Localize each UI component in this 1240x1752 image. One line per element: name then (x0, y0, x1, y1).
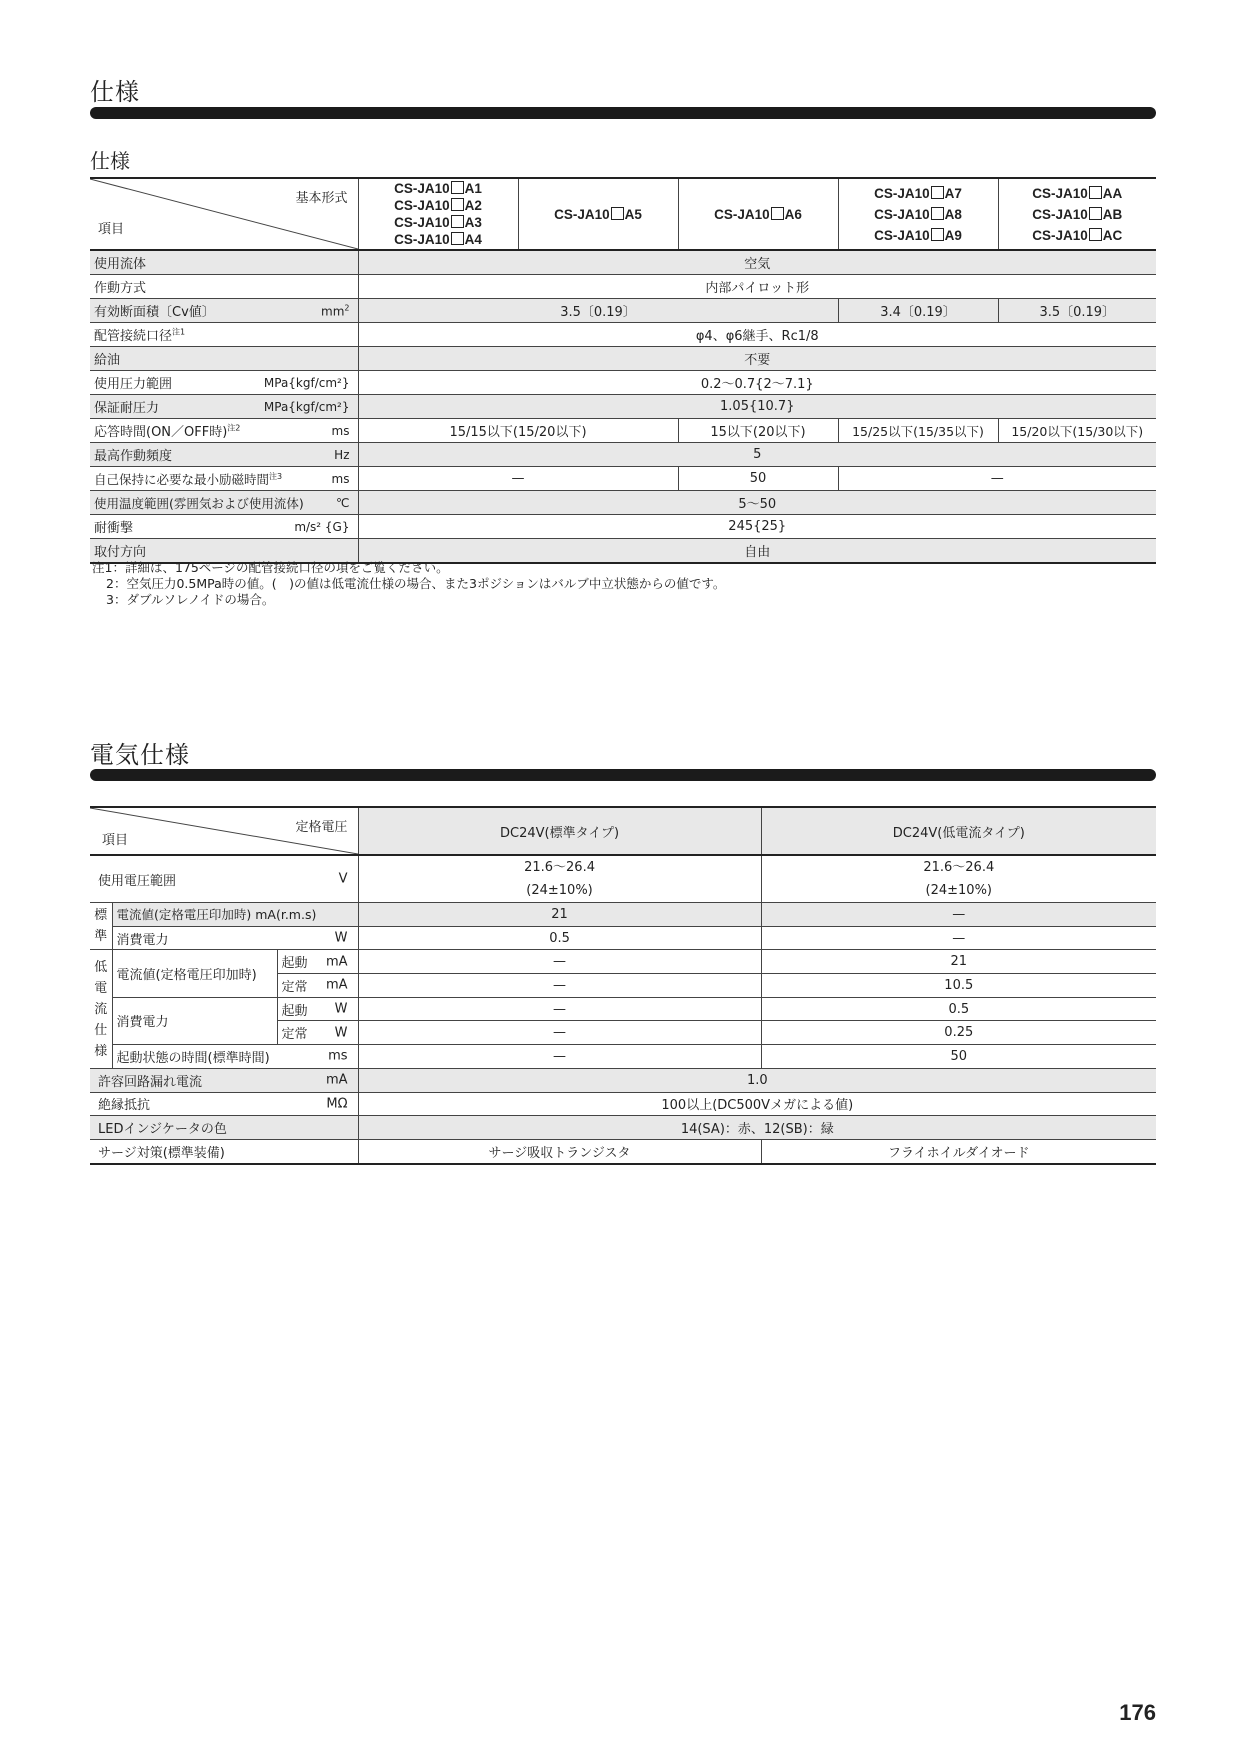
row-value: 内部パイロット形 (358, 275, 1156, 299)
sub-label: 定常 mA (277, 974, 358, 998)
model-col-2: CS-JA10 A5 (518, 178, 678, 250)
blank-square-icon (1089, 228, 1102, 241)
elec-row-std-current (90, 903, 1156, 927)
corner-model-label: 基本形式 (295, 190, 348, 205)
row-label: 使用流体 (90, 250, 358, 275)
spec-row-port (90, 323, 1156, 347)
model-col-5: CS-JA10 AA CS-JA10 AB CS-JA10 AC (998, 178, 1156, 250)
electrical-title: 電気仕様 (90, 741, 190, 769)
spec-corner-cell (90, 178, 358, 250)
model-col-3: CS-JA10 A6 (678, 178, 838, 250)
row-value: 1.0 (358, 1068, 1156, 1092)
row-label: 使用圧力範囲 MPa{kgf/cm²} (90, 371, 358, 395)
elec-row-low-current-start (90, 950, 1156, 974)
row-label: 電流値(定格電圧印加時) mA(r.m.s) (112, 903, 358, 927)
row-unit: V (338, 871, 348, 887)
spec-row-frequency (90, 443, 1156, 467)
row-label: 取付方向 (90, 539, 358, 564)
row-value: — (358, 950, 761, 974)
spec-row-lube (90, 347, 1156, 371)
elec-row-insulation (90, 1092, 1156, 1116)
row-label: 応答時間(ON／OFF時)$^{注2}$ ms (90, 419, 358, 443)
electrical-table (90, 806, 1156, 1165)
elec-col-standard: DC24V(標準タイプ) (358, 807, 761, 855)
row-value: — (358, 467, 678, 491)
blank-square-icon (771, 207, 784, 220)
row-label: 保証耐圧力 MPa{kgf/cm²} (90, 395, 358, 419)
row-value: 空気 (358, 250, 1156, 275)
note-ref: 注1 (172, 327, 186, 337)
row-value: 14(SA)：赤、12(SB)：緑 (358, 1116, 1156, 1140)
row-value: 3.5〔0.19〕 (998, 299, 1156, 323)
row-value: 5～50 (358, 491, 1156, 515)
spec-row-response (90, 419, 1156, 443)
row-value: — (838, 467, 1156, 491)
blank-square-icon (451, 232, 464, 245)
row-value: — (358, 1021, 761, 1045)
heading-bar (90, 107, 1156, 119)
note-ref: 注3 (269, 471, 283, 481)
row-unit: mA (325, 1072, 348, 1088)
row-value: 10.5 (761, 974, 1156, 998)
spec-row-min-excitation (90, 467, 1156, 491)
row-value: 自由 (358, 539, 1156, 564)
row-unit: mA (325, 954, 348, 970)
row-value: 21.6～26.4 (24±10%) (761, 855, 1156, 903)
row-value: 100以上(DC500Vメガによる値) (358, 1092, 1156, 1116)
spec-row-area (90, 299, 1156, 323)
row-value: — (358, 974, 761, 998)
row-unit: MΩ (326, 1096, 348, 1112)
row-value: フライホイルダイオード (761, 1139, 1156, 1163)
spec-subtitle: 仕様 (90, 149, 130, 173)
row-unit: $mm^2$ (321, 303, 350, 318)
row-label: 起動状態の時間(標準時間) ms (112, 1045, 358, 1069)
row-value: 0.2～0.7{2～7.1} (358, 371, 1156, 395)
row-unit: Hz (334, 447, 350, 462)
row-value: 0.5 (358, 926, 761, 950)
row-unit: W (334, 1001, 348, 1017)
heading-bar (90, 769, 1156, 781)
row-label: 配管接続口径$^{注1}$ (90, 323, 358, 347)
row-label: 最高作動頻度 Hz (90, 443, 358, 467)
row-label: 使用温度範囲(雰囲気および使用流体) ℃ (90, 491, 358, 515)
elec-row-surge (90, 1139, 1156, 1163)
group-low-current: 低電流仕様 (90, 950, 112, 1068)
row-value: 21 (761, 950, 1156, 974)
elec-row-std-power (90, 926, 1156, 950)
page-title: 仕様 (90, 78, 140, 106)
page-number: 176 (1119, 1700, 1156, 1725)
row-value: 245{25} (358, 515, 1156, 539)
corner-voltage-label: 定格電圧 (295, 820, 348, 835)
note-3: 3：ダブルソレノイドの場合。 (106, 592, 275, 607)
group-standard: 標準 (90, 903, 112, 950)
corner-item-label: 項目 (98, 221, 125, 236)
sub-label: 起動 W (277, 997, 358, 1021)
sub-label: 起動 mA (277, 950, 358, 974)
elec-row-voltage-range (90, 855, 1156, 903)
row-label: 電流値(定格電圧印加時) (112, 950, 277, 997)
row-label: 使用電圧範囲 V (90, 855, 358, 903)
row-value: 21 (358, 903, 761, 927)
row-label: サージ対策(標準装備) (90, 1139, 358, 1163)
row-unit: ms (328, 1048, 348, 1064)
row-value: — (358, 1045, 761, 1069)
row-label: 有効断面積〔Cv値〕 $mm^2$ (90, 299, 358, 323)
row-label: 絶縁抵抗 MΩ (90, 1092, 358, 1116)
row-value: 50 (761, 1045, 1156, 1069)
row-label: 許容回路漏れ電流 mA (90, 1068, 358, 1092)
blank-square-icon (931, 186, 944, 199)
blank-square-icon (451, 215, 464, 228)
note-2: 2：空気圧力0.5MPa時の値。( )の値は低電流仕様の場合、また3ポジションはバルブ中立状態からの値です。 (106, 576, 726, 591)
row-label: LEDインジケータの色 (90, 1116, 358, 1140)
elec-row-leak (90, 1068, 1156, 1092)
row-value: — (358, 997, 761, 1021)
row-unit: m/s² {G} (294, 519, 350, 534)
row-label: 給油 (90, 347, 358, 371)
sub-label: 定常 W (277, 1021, 358, 1045)
spec-row-proof (90, 395, 1156, 419)
elec-col-low-current: DC24V(低電流タイプ) (761, 807, 1156, 855)
row-value: 21.6～26.4 (24±10%) (358, 855, 761, 903)
blank-square-icon (1089, 186, 1102, 199)
row-value: 15以下(20以下) (678, 419, 838, 443)
row-value: 1.05{10.7} (358, 395, 1156, 419)
blank-square-icon (931, 207, 944, 220)
spec-row-operation (90, 275, 1156, 299)
elec-row-start-time (90, 1045, 1156, 1069)
spec-notes (92, 560, 725, 608)
row-label: 消費電力 (112, 997, 277, 1044)
row-value: 15/25以下(15/35以下) (838, 419, 998, 443)
row-value: 3.5〔0.19〕 (358, 299, 838, 323)
blank-square-icon (931, 228, 944, 241)
row-value: φ4、φ6継手、Rc1/8 (358, 323, 1156, 347)
row-value: 5 (358, 443, 1156, 467)
row-label: 消費電力 W (112, 926, 358, 950)
row-value: — (761, 926, 1156, 950)
note-1: 注1：詳細は、175ページの配管接続口径の項をご覧ください。 (92, 560, 449, 575)
row-value: 3.4〔0.19〕 (838, 299, 998, 323)
row-value: 15/15以下(15/20以下) (358, 419, 678, 443)
row-label: 作動方式 (90, 275, 358, 299)
row-value: 不要 (358, 347, 1156, 371)
elec-corner-cell (90, 807, 358, 855)
blank-square-icon (451, 181, 464, 194)
model-col-1: CS-JA10 A1 CS-JA10 A2 CS-JA10 A3 CS-JA10 A4 (358, 178, 518, 250)
note-ref: 注2 (227, 423, 241, 433)
row-unit: W (334, 930, 348, 946)
row-label: 自己保持に必要な最小励磁時間$^{注3}$ ms (90, 467, 358, 491)
corner-item-label: 項目 (102, 833, 129, 848)
spec-row-fluid (90, 250, 1156, 275)
row-value: 15/20以下(15/30以下) (998, 419, 1156, 443)
row-value: 0.5 (761, 997, 1156, 1021)
model-col-4: CS-JA10 A7 CS-JA10 A8 CS-JA10 A9 (838, 178, 998, 250)
elec-row-low-power-start (90, 997, 1156, 1021)
row-value: 0.25 (761, 1021, 1156, 1045)
row-unit: MPa{kgf/cm²} (263, 399, 350, 414)
row-value: サージ吸収トランジスタ (358, 1139, 761, 1163)
blank-square-icon (611, 207, 624, 220)
spec-row-shock (90, 515, 1156, 539)
row-label: 耐衝撃 m/s² {G} (90, 515, 358, 539)
row-unit: mA (325, 977, 348, 993)
spec-row-pressure (90, 371, 1156, 395)
row-value: — (761, 903, 1156, 927)
row-unit: ms (331, 471, 350, 486)
row-value: 50 (678, 467, 838, 491)
row-unit: ms (331, 423, 350, 438)
spec-table (90, 177, 1156, 564)
elec-row-led (90, 1116, 1156, 1140)
row-unit: ℃ (336, 495, 350, 510)
row-unit: W (334, 1025, 348, 1041)
row-unit: MPa{kgf/cm²} (263, 375, 350, 390)
blank-square-icon (451, 198, 464, 211)
blank-square-icon (1089, 207, 1102, 220)
spec-row-temperature (90, 491, 1156, 515)
